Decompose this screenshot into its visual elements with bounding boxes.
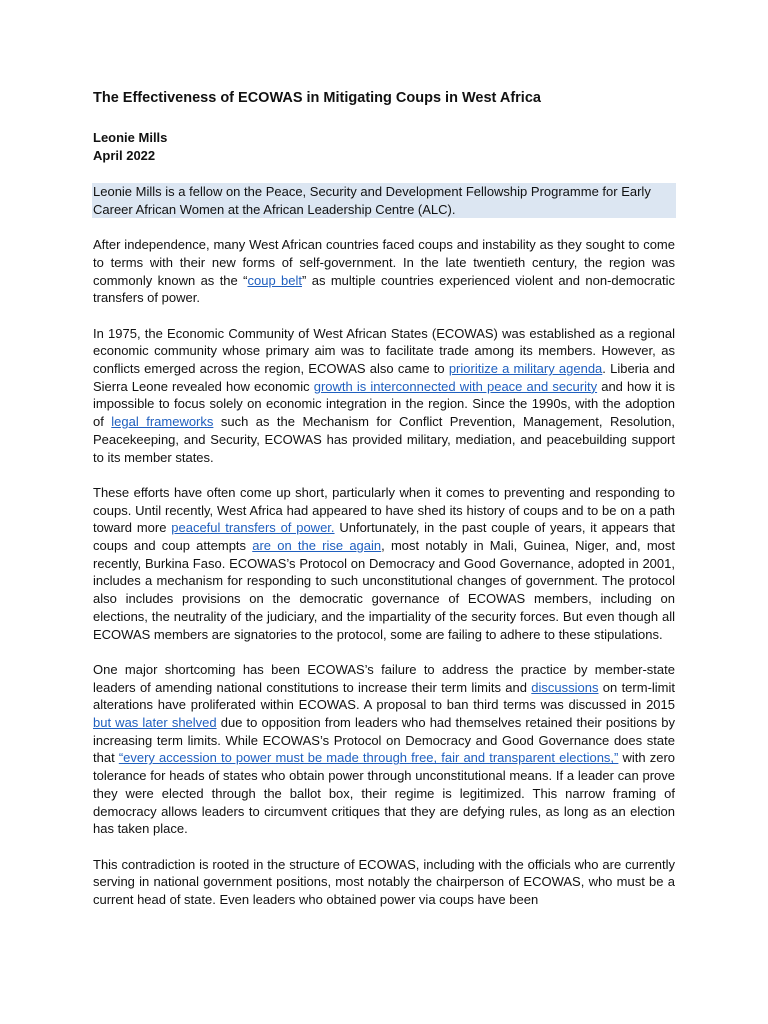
- paragraph-text: on term-limit alterations have proliferated within ECOWAS. A proposal to ban third terms was discussed in 2015: [93, 679, 676, 713]
- paragraph-text: . Liberia and Sierra Leone revealed how economic: [93, 361, 675, 394]
- inline-hyperlink[interactable]: discussions: [531, 679, 599, 695]
- body-paragraph: [93, 236, 675, 307]
- document-title: The Effectiveness of ECOWAS in Mitigating Coups in West Africa: [93, 90, 541, 106]
- inline-hyperlink[interactable]: peaceful transfers of power.: [171, 520, 335, 536]
- paragraph-text: such as the Mechanism for Conflict Prevention, Management, Resolution, Peacekeeping, and Security, ECOWAS has provided military, mediation, and peacebuilding support to its member states.: [93, 414, 675, 465]
- inline-hyperlink[interactable]: are on the rise again: [252, 538, 382, 554]
- body-paragraph: [93, 484, 675, 643]
- body-paragraph: [93, 661, 675, 838]
- paragraph-text: This contradiction is rooted in the structure of ECOWAS, including with the officials who are currently serving in national government positions, most notably the chairperson of ECOWAS, who must be a current head of state. Even leaders who obtained power via coups have been: [93, 856, 675, 908]
- inline-hyperlink[interactable]: coup belt: [247, 272, 303, 288]
- inline-hyperlink[interactable]: legal frameworks: [111, 414, 214, 430]
- inline-hyperlink[interactable]: “every accession to power must be made through free, fair and transparent elections,”: [118, 750, 619, 766]
- article-body: [93, 236, 675, 909]
- paragraph-text: and how it is impossible to focus solely on economic integration in the region. Since the 1990s, with the adoption of: [93, 378, 675, 430]
- paragraph-text: After independence, many West African countries faced coups and instability as they sought to come to terms with their new forms of self-government. In the late twentieth century, the region was commonly known as the “: [93, 237, 675, 288]
- inline-hyperlink[interactable]: prioritize a military agenda: [448, 361, 603, 376]
- paragraph-text: These efforts have often come up short, particularly when it comes to preventing and responding to coups. Until recently, West Africa had appeared to have shed its history of coups and to be on a path toward more: [93, 484, 675, 536]
- document-page: [93, 88, 675, 909]
- paragraph-text: One major shortcoming has been ECOWAS’s failure to address the practice by member-state leaders of amending national constitutions to increase their term limits and: [93, 661, 675, 695]
- author-name: Leonie Mills: [93, 130, 168, 145]
- publication-date: April 2022: [93, 148, 156, 163]
- paragraph-text: due to opposition from leaders who had themselves retained their positions by increasing term limits. While ECOWAS’s Protocol on Democracy and Good Governance does state that: [93, 715, 675, 766]
- paragraph-text: with zero tolerance for heads of states who obtain power through unconstitutional means. If a leader can prove they were elected through the ballot box, their regime is legitimized. This narrow framing of democracy allows leaders to circumvent critiques that they are defying rules, as long as an election has taken place.: [93, 750, 676, 837]
- body-paragraph: [93, 856, 675, 909]
- body-paragraph: [93, 325, 675, 467]
- inline-hyperlink[interactable]: but was later shelved: [93, 715, 217, 731]
- inline-hyperlink[interactable]: growth is interconnected with peace and security: [313, 378, 598, 394]
- paragraph-text: ” as multiple countries experienced violent and non-democratic transfers of power.: [93, 272, 675, 306]
- paragraph-text: In 1975, the Economic Community of West African States (ECOWAS) was established as a regional economic community whose primary aim was to facilitate trade among its members. However, as conflicts emerged across the region, ECOWAS also came to: [93, 325, 675, 376]
- paragraph-text: , most notably in Mali, Guinea, Niger, and, most recently, Burkina Faso. ECOWAS’s Protocol on Democracy and Good Governance, adopted in 2001, includes a mechanism for responding to such unconstitutional changes of government. The protocol also includes provisions on the democratic governance of ECOWAS members, including on elections, the neutrality of the judiciary, and the impartiality of the security forces. But even though all ECOWAS members are signatories to the protocol, some are failing to adhere to these stipulations.: [93, 538, 675, 642]
- author-bio: Leonie Mills is a fellow on the Peace, Security and Development Fellowship Programme for Early Career African Women at the African Leadership Centre (ALC).: [92, 183, 676, 218]
- paragraph-text: Unfortunately, in the past couple of years, it appears that coups and coup attempts: [93, 520, 675, 554]
